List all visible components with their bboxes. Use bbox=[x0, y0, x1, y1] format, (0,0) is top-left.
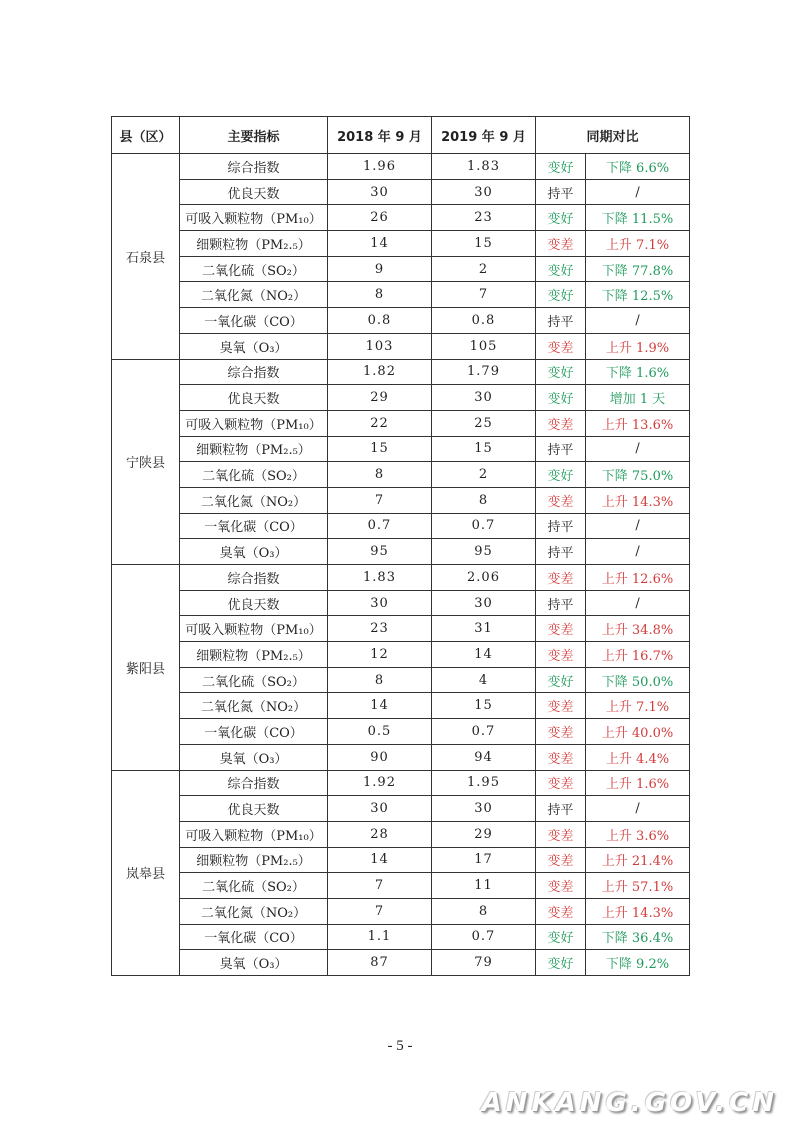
value-2018-cell: 7 bbox=[328, 487, 432, 513]
value-2019-cell: 4 bbox=[432, 667, 536, 693]
trend-cell: 持平 bbox=[536, 436, 586, 462]
value-2018-cell: 12 bbox=[328, 642, 432, 668]
indicator-cell: 可吸入颗粒物（PM₁₀） bbox=[180, 205, 328, 231]
value-2018-cell: 0.7 bbox=[328, 513, 432, 539]
indicator-cell: 臭氧（O₃） bbox=[180, 950, 328, 976]
value-2019-cell: 1.79 bbox=[432, 359, 536, 385]
value-2019-cell: 30 bbox=[432, 179, 536, 205]
value-2018-cell: 103 bbox=[328, 333, 432, 359]
table-row bbox=[112, 873, 690, 899]
value-2018-cell: 1.96 bbox=[328, 154, 432, 180]
change-cell: / bbox=[586, 796, 690, 822]
change-cell: / bbox=[586, 590, 690, 616]
indicator-cell: 一氧化碳（CO） bbox=[180, 308, 328, 334]
value-2018-cell: 29 bbox=[328, 385, 432, 411]
indicator-cell: 综合指数 bbox=[180, 770, 328, 796]
table-row bbox=[112, 693, 690, 719]
indicator-cell: 臭氧（O₃） bbox=[180, 333, 328, 359]
value-2019-cell: 79 bbox=[432, 950, 536, 976]
change-cell: 上升 3.6% bbox=[586, 821, 690, 847]
header-compare: 同期对比 bbox=[536, 117, 690, 154]
change-cell: 上升 14.3% bbox=[586, 487, 690, 513]
table-row bbox=[112, 308, 690, 334]
change-cell: 上升 40.0% bbox=[586, 719, 690, 745]
indicator-cell: 二氧化氮（NO₂） bbox=[180, 282, 328, 308]
value-2018-cell: 1.82 bbox=[328, 359, 432, 385]
county-name: 宁陕县 bbox=[112, 359, 180, 565]
county-name: 紫阳县 bbox=[112, 565, 180, 771]
indicator-cell: 二氧化氮（NO₂） bbox=[180, 487, 328, 513]
indicator-cell: 一氧化碳（CO） bbox=[180, 513, 328, 539]
trend-cell: 变好 bbox=[536, 359, 586, 385]
trend-cell: 变差 bbox=[536, 410, 586, 436]
value-2019-cell: 2.06 bbox=[432, 565, 536, 591]
value-2018-cell: 8 bbox=[328, 462, 432, 488]
table-row bbox=[112, 616, 690, 642]
trend-cell: 变差 bbox=[536, 333, 586, 359]
change-cell: 上升 7.1% bbox=[586, 231, 690, 257]
table-row bbox=[112, 950, 690, 976]
change-cell: / bbox=[586, 513, 690, 539]
indicator-cell: 可吸入颗粒物（PM₁₀） bbox=[180, 616, 328, 642]
value-2019-cell: 30 bbox=[432, 590, 536, 616]
table-row bbox=[112, 719, 690, 745]
table-row bbox=[112, 487, 690, 513]
indicator-cell: 二氧化氮（NO₂） bbox=[180, 898, 328, 924]
trend-cell: 变好 bbox=[536, 282, 586, 308]
trend-cell: 持平 bbox=[536, 179, 586, 205]
value-2019-cell: 1.83 bbox=[432, 154, 536, 180]
change-cell: 上升 1.9% bbox=[586, 333, 690, 359]
change-cell: 下降 77.8% bbox=[586, 256, 690, 282]
indicator-cell: 优良天数 bbox=[180, 590, 328, 616]
value-2018-cell: 87 bbox=[328, 950, 432, 976]
page-number: - 5 - bbox=[387, 1038, 413, 1054]
table-row bbox=[112, 796, 690, 822]
table-row bbox=[112, 436, 690, 462]
indicator-cell: 可吸入颗粒物（PM₁₀） bbox=[180, 821, 328, 847]
indicator-cell: 综合指数 bbox=[180, 359, 328, 385]
county-name: 石泉县 bbox=[112, 154, 180, 360]
table-row bbox=[112, 539, 690, 565]
value-2018-cell: 9 bbox=[328, 256, 432, 282]
indicator-cell: 二氧化硫（SO₂） bbox=[180, 256, 328, 282]
change-cell: 下降 75.0% bbox=[586, 462, 690, 488]
change-cell: / bbox=[586, 539, 690, 565]
value-2019-cell: 2 bbox=[432, 462, 536, 488]
change-cell: 下降 1.6% bbox=[586, 359, 690, 385]
indicator-cell: 二氧化硫（SO₂） bbox=[180, 462, 328, 488]
indicator-cell: 细颗粒物（PM₂.₅） bbox=[180, 847, 328, 873]
value-2019-cell: 14 bbox=[432, 642, 536, 668]
table-row bbox=[112, 359, 690, 385]
table-row bbox=[112, 744, 690, 770]
table-row bbox=[112, 770, 690, 796]
table-body bbox=[112, 154, 690, 976]
table-row bbox=[112, 898, 690, 924]
change-cell: 下降 9.2% bbox=[586, 950, 690, 976]
value-2019-cell: 0.7 bbox=[432, 924, 536, 950]
indicator-cell: 臭氧（O₃） bbox=[180, 539, 328, 565]
indicator-cell: 细颗粒物（PM₂.₅） bbox=[180, 642, 328, 668]
indicator-cell: 二氧化氮（NO₂） bbox=[180, 693, 328, 719]
value-2019-cell: 1.95 bbox=[432, 770, 536, 796]
value-2019-cell: 15 bbox=[432, 693, 536, 719]
trend-cell: 变差 bbox=[536, 898, 586, 924]
table-header-row bbox=[112, 117, 690, 154]
header-county: 县（区） bbox=[112, 117, 180, 154]
indicator-cell: 可吸入颗粒物（PM₁₀） bbox=[180, 410, 328, 436]
value-2018-cell: 0.8 bbox=[328, 308, 432, 334]
trend-cell: 变差 bbox=[536, 719, 586, 745]
table-row bbox=[112, 462, 690, 488]
county-name: 岚皋县 bbox=[112, 770, 180, 976]
indicator-cell: 二氧化硫（SO₂） bbox=[180, 667, 328, 693]
value-2019-cell: 7 bbox=[432, 282, 536, 308]
change-cell: 上升 14.3% bbox=[586, 898, 690, 924]
indicator-cell: 综合指数 bbox=[180, 154, 328, 180]
change-cell: / bbox=[586, 179, 690, 205]
value-2019-cell: 8 bbox=[432, 898, 536, 924]
trend-cell: 变好 bbox=[536, 950, 586, 976]
change-cell: 上升 21.4% bbox=[586, 847, 690, 873]
trend-cell: 变好 bbox=[536, 205, 586, 231]
value-2018-cell: 14 bbox=[328, 231, 432, 257]
trend-cell: 变好 bbox=[536, 385, 586, 411]
change-cell: 上升 57.1% bbox=[586, 873, 690, 899]
trend-cell: 持平 bbox=[536, 308, 586, 334]
value-2018-cell: 7 bbox=[328, 873, 432, 899]
change-cell: / bbox=[586, 436, 690, 462]
value-2018-cell: 30 bbox=[328, 179, 432, 205]
change-cell: 上升 4.4% bbox=[586, 744, 690, 770]
value-2018-cell: 8 bbox=[328, 282, 432, 308]
change-cell: 下降 36.4% bbox=[586, 924, 690, 950]
table-row bbox=[112, 205, 690, 231]
value-2019-cell: 30 bbox=[432, 385, 536, 411]
trend-cell: 变差 bbox=[536, 231, 586, 257]
value-2018-cell: 8 bbox=[328, 667, 432, 693]
value-2018-cell: 90 bbox=[328, 744, 432, 770]
table-row bbox=[112, 282, 690, 308]
value-2019-cell: 105 bbox=[432, 333, 536, 359]
value-2019-cell: 17 bbox=[432, 847, 536, 873]
value-2018-cell: 30 bbox=[328, 796, 432, 822]
change-cell: 上升 16.7% bbox=[586, 642, 690, 668]
table-row bbox=[112, 847, 690, 873]
indicator-cell: 优良天数 bbox=[180, 179, 328, 205]
change-cell: 上升 12.6% bbox=[586, 565, 690, 591]
value-2019-cell: 23 bbox=[432, 205, 536, 231]
change-cell: 下降 12.5% bbox=[586, 282, 690, 308]
trend-cell: 变好 bbox=[536, 924, 586, 950]
value-2019-cell: 15 bbox=[432, 231, 536, 257]
value-2019-cell: 0.7 bbox=[432, 719, 536, 745]
value-2018-cell: 30 bbox=[328, 590, 432, 616]
value-2019-cell: 25 bbox=[432, 410, 536, 436]
table-row bbox=[112, 385, 690, 411]
value-2018-cell: 1.92 bbox=[328, 770, 432, 796]
value-2019-cell: 95 bbox=[432, 539, 536, 565]
trend-cell: 变好 bbox=[536, 667, 586, 693]
value-2019-cell: 0.8 bbox=[432, 308, 536, 334]
trend-cell: 变差 bbox=[536, 693, 586, 719]
trend-cell: 持平 bbox=[536, 539, 586, 565]
trend-cell: 变差 bbox=[536, 487, 586, 513]
table-row bbox=[112, 256, 690, 282]
trend-cell: 变差 bbox=[536, 642, 586, 668]
value-2018-cell: 1.83 bbox=[328, 565, 432, 591]
value-2019-cell: 8 bbox=[432, 487, 536, 513]
value-2019-cell: 15 bbox=[432, 436, 536, 462]
table-row bbox=[112, 590, 690, 616]
trend-cell: 变差 bbox=[536, 821, 586, 847]
change-cell: 下降 11.5% bbox=[586, 205, 690, 231]
change-cell: 下降 6.6% bbox=[586, 154, 690, 180]
trend-cell: 变好 bbox=[536, 154, 586, 180]
value-2018-cell: 0.5 bbox=[328, 719, 432, 745]
trend-cell: 变差 bbox=[536, 744, 586, 770]
value-2018-cell: 95 bbox=[328, 539, 432, 565]
table-row bbox=[112, 179, 690, 205]
change-cell: 下降 50.0% bbox=[586, 667, 690, 693]
table-row bbox=[112, 333, 690, 359]
value-2018-cell: 23 bbox=[328, 616, 432, 642]
value-2019-cell: 29 bbox=[432, 821, 536, 847]
table-row bbox=[112, 924, 690, 950]
value-2019-cell: 94 bbox=[432, 744, 536, 770]
trend-cell: 变差 bbox=[536, 565, 586, 591]
air-quality-table bbox=[111, 116, 690, 976]
value-2019-cell: 31 bbox=[432, 616, 536, 642]
table-row bbox=[112, 642, 690, 668]
value-2018-cell: 1.1 bbox=[328, 924, 432, 950]
change-cell: 上升 34.8% bbox=[586, 616, 690, 642]
value-2019-cell: 11 bbox=[432, 873, 536, 899]
watermark-logo: ANKANG.GOV.CN bbox=[481, 1088, 778, 1118]
change-cell: 上升 1.6% bbox=[586, 770, 690, 796]
change-cell: 增加 1 天 bbox=[586, 385, 690, 411]
value-2018-cell: 26 bbox=[328, 205, 432, 231]
indicator-cell: 综合指数 bbox=[180, 565, 328, 591]
indicator-cell: 二氧化硫（SO₂） bbox=[180, 873, 328, 899]
header-indicator: 主要指标 bbox=[180, 117, 328, 154]
indicator-cell: 一氧化碳（CO） bbox=[180, 719, 328, 745]
table-row bbox=[112, 410, 690, 436]
value-2018-cell: 14 bbox=[328, 847, 432, 873]
trend-cell: 变好 bbox=[536, 256, 586, 282]
trend-cell: 变差 bbox=[536, 770, 586, 796]
trend-cell: 变差 bbox=[536, 873, 586, 899]
trend-cell: 变差 bbox=[536, 847, 586, 873]
value-2019-cell: 30 bbox=[432, 796, 536, 822]
header-2018: 2018 年 9 月 bbox=[328, 117, 432, 154]
indicator-cell: 臭氧（O₃） bbox=[180, 744, 328, 770]
trend-cell: 持平 bbox=[536, 513, 586, 539]
table-row bbox=[112, 513, 690, 539]
indicator-cell: 优良天数 bbox=[180, 796, 328, 822]
value-2018-cell: 15 bbox=[328, 436, 432, 462]
table-row bbox=[112, 231, 690, 257]
value-2018-cell: 22 bbox=[328, 410, 432, 436]
indicator-cell: 细颗粒物（PM₂.₅） bbox=[180, 436, 328, 462]
indicator-cell: 细颗粒物（PM₂.₅） bbox=[180, 231, 328, 257]
value-2019-cell: 2 bbox=[432, 256, 536, 282]
value-2018-cell: 14 bbox=[328, 693, 432, 719]
trend-cell: 变差 bbox=[536, 616, 586, 642]
table-row bbox=[112, 154, 690, 180]
change-cell: 上升 7.1% bbox=[586, 693, 690, 719]
value-2019-cell: 0.7 bbox=[432, 513, 536, 539]
trend-cell: 变好 bbox=[536, 462, 586, 488]
change-cell: 上升 13.6% bbox=[586, 410, 690, 436]
indicator-cell: 一氧化碳（CO） bbox=[180, 924, 328, 950]
table-row bbox=[112, 565, 690, 591]
table-row bbox=[112, 667, 690, 693]
trend-cell: 持平 bbox=[536, 590, 586, 616]
value-2018-cell: 7 bbox=[328, 898, 432, 924]
trend-cell: 持平 bbox=[536, 796, 586, 822]
table-row bbox=[112, 821, 690, 847]
indicator-cell: 优良天数 bbox=[180, 385, 328, 411]
header-2019: 2019 年 9 月 bbox=[432, 117, 536, 154]
value-2018-cell: 28 bbox=[328, 821, 432, 847]
change-cell: / bbox=[586, 308, 690, 334]
